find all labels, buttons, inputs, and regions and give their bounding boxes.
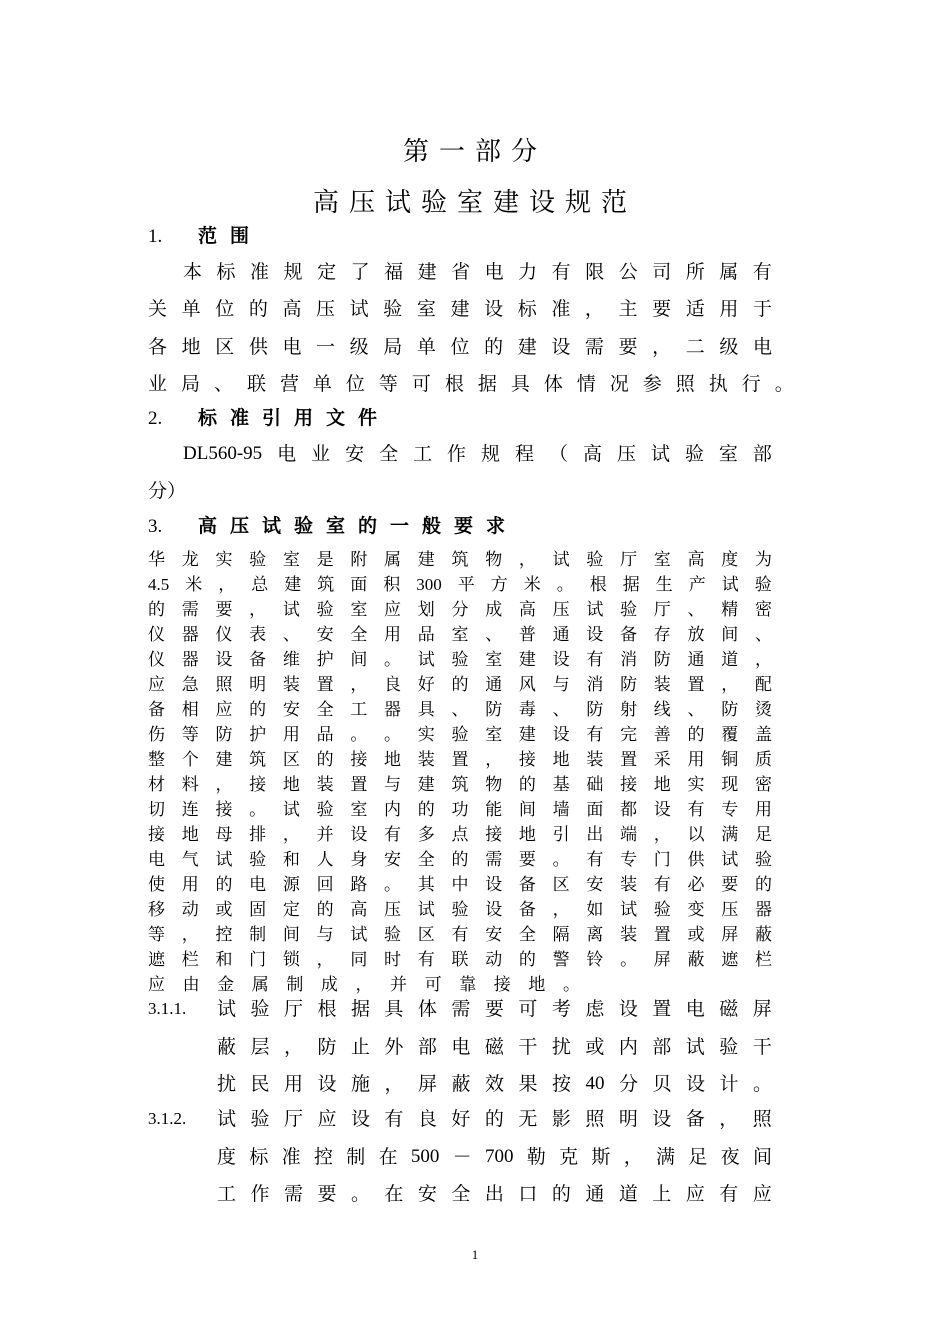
reference-line: 分）: [148, 480, 187, 502]
paragraph-line: 材 料 ， 接 地 装 置 与 建 筑 物 的 基 础 接 地 实 现 密: [148, 775, 772, 795]
page-number: 1: [471, 1247, 479, 1262]
clause-number: 3.1.1.: [148, 999, 187, 1018]
paragraph-line: 等 ， 控 制 间 与 试 验 区 有 安 全 隔 离 装 置 或 屏 蔽: [148, 925, 772, 945]
paragraph-line: 移 动 或 固 定 的 高 压 试 验 设 备 ， 如 试 验 变 压 器: [148, 900, 772, 920]
section-heading-scope: [148, 221, 262, 251]
paragraph-line: 的 需 要 ， 试 验 室 应 划 分 成 高 压 试 验 厅 、 精 密: [148, 600, 772, 620]
section-number: 3.: [148, 516, 163, 537]
paragraph-line: 华 龙 实 验 室 是 附 属 建 筑 物 ， 试 验 厅 室 高 度 为: [148, 550, 772, 570]
clause-line: 度 标 准 控 制 在 500 － 700 勒 克 斯 ， 满 足 夜 间: [217, 1146, 772, 1168]
paragraph-line: 整 个 建 筑 区 的 接 地 装 置 ， 接 地 装 置 采 用 铜 质: [148, 750, 772, 770]
paragraph-line: 使 用 的 电 源 回 路 。 其 中 设 备 区 安 装 有 必 要 的: [148, 875, 772, 895]
paragraph-line: 业 局 、 联 营 单 位 等 可 根 据 具 体 情 况 参 照 执 行 。: [148, 373, 794, 395]
section-number: 1.: [148, 226, 163, 247]
section-number: 2.: [148, 408, 163, 429]
paragraph-line: 伤 等 防 护 用 品 。 。 实 验 室 建 设 有 完 善 的 覆 盖: [148, 725, 772, 745]
section-title: 范围: [198, 225, 263, 247]
paragraph-line: 关 单 位 的 高 压 试 验 室 建 设 标 准 ， 主 要 适 用 于: [148, 298, 772, 320]
clause-line: 工 作 需 要 。 在 安 全 出 口 的 通 道 上 应 有 应: [217, 1183, 772, 1205]
paragraph-line: 仪 器 设 备 维 护 间 。 试 验 室 建 设 有 消 防 通 道 ，: [148, 650, 772, 670]
clause-line: 试 验 厅 应 设 有 良 好 的 无 影 照 明 设 备 ， 照: [217, 1108, 772, 1130]
part-title: 第一部分: [402, 137, 547, 167]
paragraph-line: 本 标 准 规 定 了 福 建 省 电 力 有 限 公 司 所 属 有: [183, 261, 772, 283]
paragraph-line: 仪 器 仪 表 、 安 全 用 品 室 、 普 通 设 备 存 放 间 、: [148, 625, 772, 645]
paragraph-line: 备 相 应 的 安 全 工 器 具 、 防 毒 、 防 射 线 、 防 烫: [148, 700, 772, 720]
paragraph-line: 应 急 照 明 装 置 ， 良 好 的 通 风 与 消 防 装 置 ， 配: [148, 675, 772, 695]
paragraph-line: 接 地 母 排 ， 并 设 有 多 点 接 地 引 出 端 ， 以 满 足: [148, 825, 772, 845]
paragraph-line: 应 由 金 属 制 成 ， 并 可 靠 接 地 。: [148, 975, 580, 995]
section-title: 高压试验室的一般要求: [198, 515, 519, 537]
paragraph-line: 电 气 试 验 和 人 身 安 全 的 需 要 。 有 专 门 供 试 验: [148, 850, 772, 870]
clause-line: 试 验 厅 根 据 具 体 需 要 可 考 虑 设 置 电 磁 屏: [217, 998, 772, 1020]
paragraph-line: 各 地 区 供 电 一 级 局 单 位 的 建 设 需 要 ， 二 级 电: [148, 336, 772, 358]
clause-line: 蔽 层 ， 防 止 外 部 电 磁 干 扰 或 内 部 试 验 干: [217, 1036, 772, 1058]
section-title: 标准引用文件: [198, 407, 391, 429]
clause-line: 扰 民 用 设 施 ， 屏 蔽 效 果 按 40 分 贝 设 计 。: [217, 1073, 772, 1095]
clause-number: 3.1.2.: [148, 1109, 187, 1128]
reference-line: DL560-95 电 业 安 全 工 作 规 程 （ 高 压 试 验 室 部: [183, 443, 772, 465]
paragraph-line: 切 连 接 。 试 验 室 内 的 功 能 间 墙 面 都 设 有 专 用: [148, 800, 772, 820]
document-title: 高压试验室建设规范: [312, 188, 637, 218]
section-heading-general: [148, 511, 518, 541]
paragraph-line: 遮 栏 和 门 锁 ， 同 时 有 联 动 的 警 铃 。 屏 蔽 遮 栏: [148, 950, 772, 970]
paragraph-line: 4.5 米 ， 总 建 筑 面 积 300 平 方 米 。 根 据 生 产 试 验: [148, 575, 772, 595]
section-heading-references: [148, 403, 390, 433]
